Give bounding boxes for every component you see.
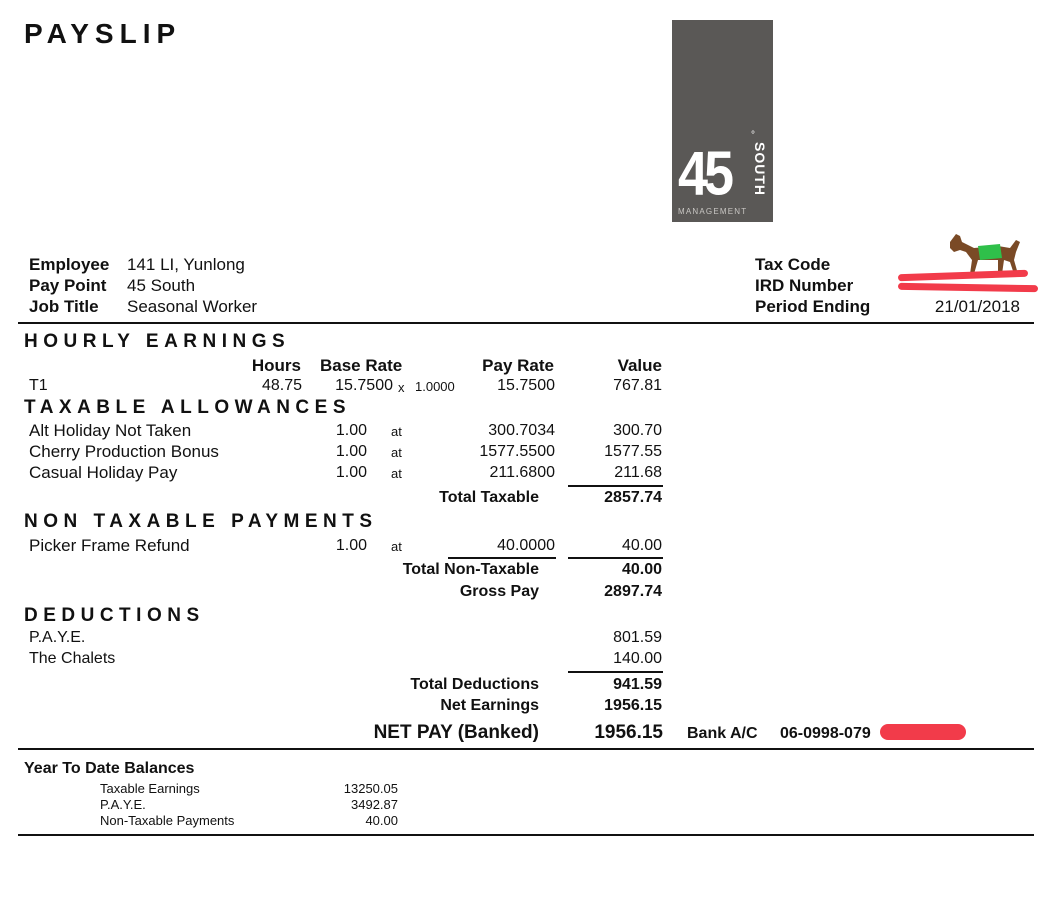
jobtitle-value: Seasonal Worker <box>127 297 258 316</box>
ytd-name: P.A.Y.E. <box>100 797 146 812</box>
total-taxable-label: Total Taxable <box>439 489 539 506</box>
col-base-rate: Base Rate <box>320 356 403 375</box>
logo-word: SOUTH <box>752 142 768 196</box>
ytd-name: Taxable Earnings <box>100 781 200 796</box>
allowance-qty: 1.00 <box>335 443 367 460</box>
bank-value: 06-0998-079 <box>780 725 871 742</box>
allowance-qty: 1.00 <box>335 422 367 439</box>
net-pay-value: 1956.15 <box>594 722 663 743</box>
jobtitle-label: Job Title <box>29 297 99 316</box>
logo-subtitle: MANAGEMENT <box>678 207 748 216</box>
deduction-name: The Chalets <box>29 650 116 667</box>
col-pay-rate: Pay Rate <box>482 356 554 375</box>
nontaxable-qty: 1.00 <box>335 537 367 554</box>
allowance-rate: 1577.5500 <box>479 443 555 460</box>
hourly-hours: 48.75 <box>261 377 302 394</box>
allowance-value: 1577.55 <box>604 443 662 460</box>
gross-pay-label: Gross Pay <box>459 583 539 600</box>
redaction-mark <box>880 724 966 740</box>
period-label: Period Ending <box>755 297 871 316</box>
hourly-x: x <box>398 380 405 395</box>
deduction-value: 801.59 <box>613 629 662 646</box>
allowance-name: Casual Holiday Pay <box>29 463 178 482</box>
logo-number: 45 <box>678 139 731 209</box>
bank-label: Bank A/C <box>687 725 758 742</box>
total-nontaxable-label: Total Non-Taxable <box>402 561 539 578</box>
paypoint-label: Pay Point <box>29 276 107 295</box>
deductions-heading: DEDUCTIONS <box>24 605 205 626</box>
allowance-at: at <box>391 466 402 481</box>
hourly-code: T1 <box>29 377 48 394</box>
ytd-value: 40.00 <box>365 813 398 828</box>
nontaxable-name: Picker Frame Refund <box>29 536 190 555</box>
total-deductions-value: 941.59 <box>613 676 662 693</box>
col-value: Value <box>617 356 662 375</box>
allowance-at: at <box>391 445 402 460</box>
subtotal-rule <box>568 485 663 487</box>
allowances-heading: TAXABLE ALLOWANCES <box>24 397 351 418</box>
allowance-value: 300.70 <box>613 422 662 439</box>
allowance-value: 211.68 <box>614 464 662 481</box>
payslip-title: PAYSLIP <box>24 18 182 49</box>
divider <box>18 748 1034 750</box>
nontaxable-heading: NON TAXABLE PAYMENTS <box>24 511 378 532</box>
total-taxable-value: 2857.74 <box>604 489 662 506</box>
total-nontaxable-value: 40.00 <box>621 561 662 578</box>
employee-value: 141 LI, Yunlong <box>127 255 245 274</box>
hourly-pay: 15.7500 <box>497 377 555 394</box>
logo-degree: ° <box>751 130 755 141</box>
hourly-base: 15.7500 <box>335 377 393 394</box>
redaction-mark <box>898 283 1038 292</box>
deduction-value: 140.00 <box>613 650 662 667</box>
ytd-name: Non-Taxable Payments <box>100 813 235 828</box>
allowance-rate: 300.7034 <box>488 422 555 439</box>
hourly-heading: HOURLY EARNINGS <box>24 331 291 352</box>
hourly-mult: 1.0000 <box>415 379 455 394</box>
allowance-at: at <box>391 424 402 439</box>
subtotal-rule <box>568 557 663 559</box>
net-pay-label: NET PAY (Banked) <box>373 722 539 743</box>
col-hours: Hours <box>251 356 301 375</box>
ytd-heading: Year To Date Balances <box>24 760 195 777</box>
divider <box>18 834 1034 836</box>
allowance-name: Alt Holiday Not Taken <box>29 421 192 440</box>
ytd-value: 13250.05 <box>343 781 398 796</box>
subtotal-rule <box>568 671 663 673</box>
company-logo <box>672 20 773 222</box>
paypoint-value: 45 South <box>127 276 196 295</box>
allowance-rate: 211.6800 <box>489 464 555 481</box>
allowance-name: Cherry Production Bonus <box>29 442 219 461</box>
total-deductions-label: Total Deductions <box>410 676 539 693</box>
deduction-name: P.A.Y.E. <box>29 629 86 646</box>
period-value: 21/01/2018 <box>934 297 1020 316</box>
rate-rule <box>448 557 556 559</box>
taxcode-label: Tax Code <box>755 255 831 274</box>
gross-pay-value: 2897.74 <box>604 583 662 600</box>
nontaxable-rate: 40.0000 <box>497 537 555 554</box>
employee-label: Employee <box>29 255 110 274</box>
ytd-value: 3492.87 <box>351 797 398 812</box>
net-earnings-value: 1956.15 <box>604 697 662 714</box>
nontaxable-value: 40.00 <box>621 537 662 554</box>
hourly-value: 767.81 <box>613 377 662 394</box>
divider <box>18 322 1034 324</box>
allowance-qty: 1.00 <box>335 464 367 481</box>
nontaxable-at: at <box>391 539 402 554</box>
ird-label: IRD Number <box>755 276 854 295</box>
net-earnings-label: Net Earnings <box>440 697 539 714</box>
